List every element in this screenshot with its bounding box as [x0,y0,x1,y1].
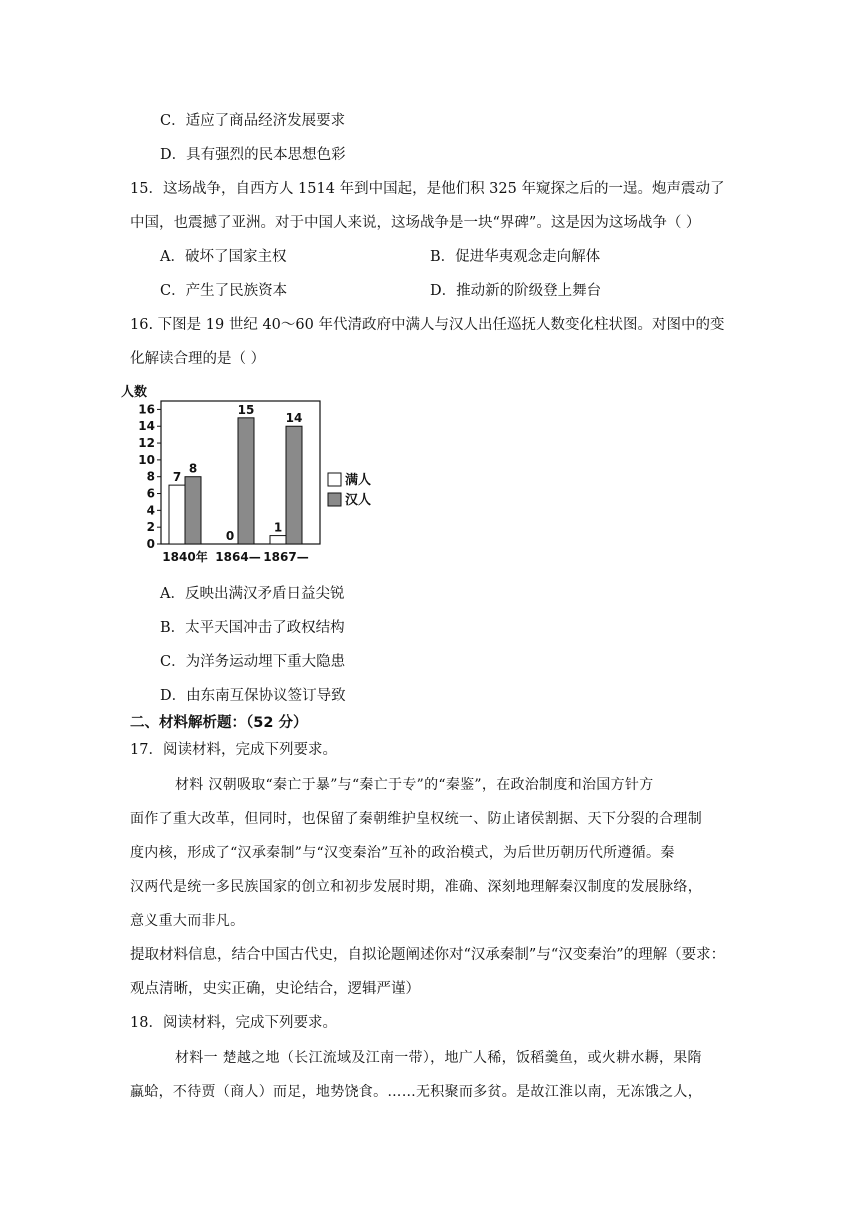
legend-swatch [328,493,341,506]
chart-y-axis [138,402,161,551]
governor-bar-chart [118,380,372,570]
q17-material-line3: 度内核，形成了“汉承秦制”与“汉变秦治”互补的政治模式，为后世历朝历代所遵循。秦 [130,845,675,861]
chart-legend [328,472,371,508]
q18-stem: 18．阅读材料，完成下列要求。 [130,1015,337,1031]
x-tick-label: 1867— [263,550,309,564]
q15-option-a: A．破坏了国家主权 [160,249,287,265]
legend-label: 满人 [345,473,372,488]
y-tick-label: 16 [138,402,155,417]
y-tick-label: 8 [146,469,155,484]
y-tick-label: 2 [146,520,155,535]
q15-stem-line2: 中国，也震撼了亚洲。对于中国人来说，这场战争是一块“界碑”。这是因为这场战争（ ） [130,215,701,231]
chart-bars [169,403,302,544]
bar-value-label: 14 [285,411,303,426]
q15-option-d: D．推动新的阶级登上舞台 [430,283,602,299]
bar-value-label: 8 [188,461,198,476]
bar-han-0 [185,477,201,544]
bar-value-label: 1 [273,520,283,535]
chart-y-label: 人数 [121,385,148,400]
bar-han-2 [286,426,302,544]
chart-x-ticks [162,549,308,564]
q14-option-c: C．适应了商品经济发展要求 [160,113,346,129]
bar-value-label: 15 [237,402,255,417]
q16-option-d: D．由东南互保协议签订导致 [160,688,346,704]
y-tick-label: 14 [138,419,155,434]
y-tick-label: 4 [146,503,155,518]
section-2-heading: 二、材料解析题：（52 分） [130,715,308,731]
bar-manchu-0 [169,485,185,544]
q17-material-line4: 汉两代是统一多民族国家的创立和初步发展时期，准确、深刻地理解秦汉制度的发展脉络， [130,879,702,895]
q18-material1-line1: 材料一 楚越之地（长江流域及江南一带），地广人稀，饭稻羹鱼，或火耕水耨，果隋 [175,1050,702,1066]
y-tick-label: 10 [138,452,155,467]
bar-han-1 [238,418,254,544]
q16-option-b: B．太平天国冲击了政权结构 [160,620,345,636]
q17-material-line2: 面作了重大改革，但同时，也保留了秦朝维护皇权统一、防止诸侯割据、天下分裂的合理制 [130,811,702,827]
q15-option-c: C．产生了民族资本 [160,283,288,299]
q17-material-line1: 材料 汉朝吸取“秦亡于暴”与“秦亡于专”的“秦鉴”，在政治制度和治国方针方 [175,777,654,793]
q17-requirement-line1: 提取材料信息，结合中国古代史，自拟论题阐述你对“汉承秦制”与“汉变秦治”的理解（要求： [130,947,726,963]
q16-stem-line1: 16. 下图是 19 世纪 40～60 年代清政府中满人与汉人出任巡抚人数变化柱状图。对图中的变 [130,317,725,333]
q15-option-b: B．促进华夷观念走向解体 [430,249,601,265]
y-tick-label: 6 [146,486,155,501]
q17-stem: 17．阅读材料，完成下列要求。 [130,742,337,758]
legend-swatch [328,473,341,486]
bar-value-label: 7 [172,470,182,485]
q16-option-c: C．为洋务运动埋下重大隐患 [160,654,346,670]
q17-material-line5: 意义重大而非凡。 [130,913,245,929]
x-tick-label: 1840年 [162,550,208,564]
q14-option-d: D．具有强烈的民本思想色彩 [160,147,346,163]
q17-requirement-line2: 观点清晰，史实正确，史论结合，逻辑严谨） [130,981,420,997]
q18-material1-line2: 蠃蛤，不待贾（商人）而足，地势饶食。……无积聚而多贫。是故江淮以南，无冻饿之人， [130,1084,702,1100]
y-tick-label: 12 [138,436,155,451]
x-tick-label: 1864— [215,550,261,564]
q16-stem-line2: 化解读合理的是（ ） [130,351,266,367]
q16-option-a: A．反映出满汉矛盾日益尖锐 [160,586,345,602]
y-tick-label: 0 [146,537,155,551]
bar-value-label: 0 [225,529,235,543]
bar-manchu-2 [270,536,286,544]
q15-stem-line1: 15．这场战争，自西方人 1514 年到中国起，是他们积 325 年窥探之后的一逞。炮声震动了 [130,181,725,197]
legend-label: 汉人 [345,493,372,508]
